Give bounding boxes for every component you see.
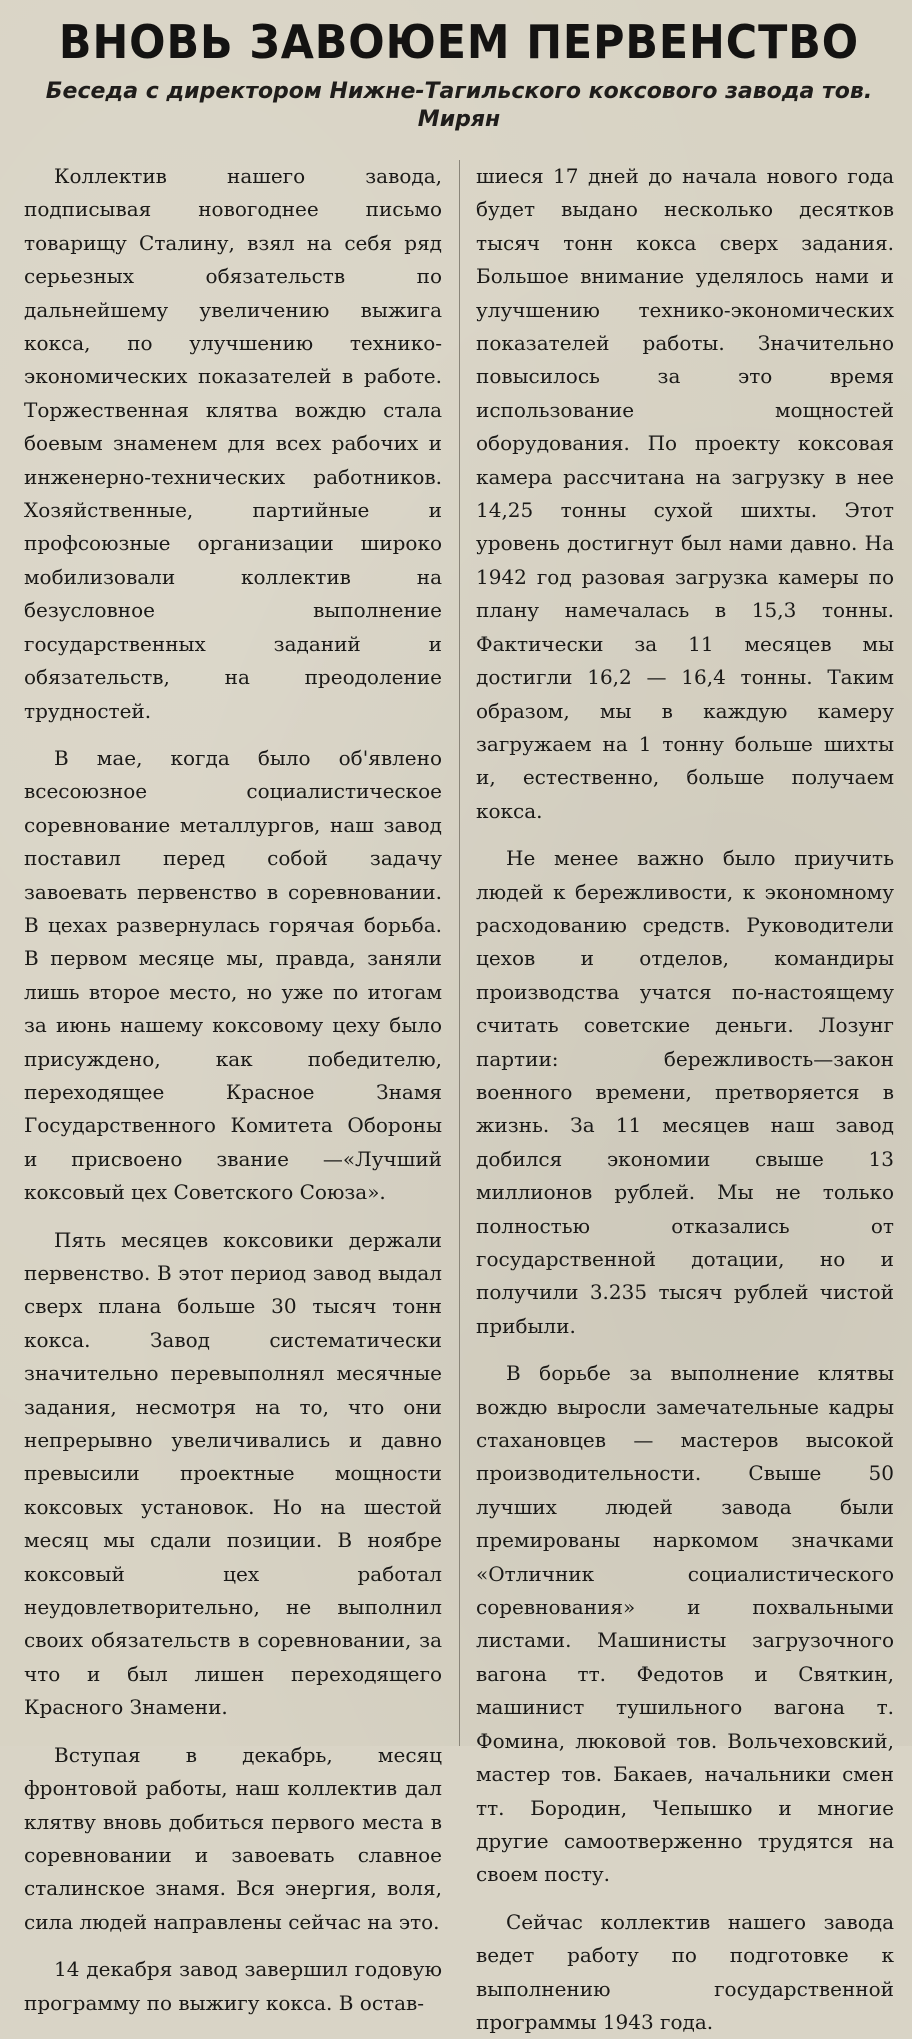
article-body	[24, 160, 894, 2034]
paragraph: Вступая в декабрь, месяц фронтовой работы, наш коллектив дал клятву вновь добиться первого места в соревновании и завоевать славное сталинское знамя. Вся энергия, воля, сила людей направлены сейчас на это.	[24, 1742, 442, 1934]
paragraph: В мае, когда было об'явлено всесоюзное социалистическое соревнование металлургов, наш завод поставил перед собой задачу завоевать первенство в соревновании. В цехах развернулась горячая борьба. В первом месяце мы, правда, заняли лишь второе место, но уже по итогам за июнь нашему коксовому цеху было присуждено, как победителю, переходящее Красное Знамя Государственного Комитета Обороны и присвоено звание —«Лучший коксовый цех Советского Союза».	[24, 745, 442, 1205]
paragraph: В борьбе за выполнение клятвы вождю выросли замечательные кадры стахановцев — мастеров высокой производительности. Свыше 50 лучших людей завода были премированы наркомом значками «Отличник социалистического соревнования» и похвальными листами. Машинисты загрузочного вагона тт. Федотов и Святкин, машинист тушильного вагона т. Фомина, люковой тов. Вольчеховский, мастер тов. Бакаев, начальники смен тт. Бородин, Чепышко и многие другие самоотверженно трудятся на своем посту.	[476, 1361, 894, 1887]
column-divider	[459, 160, 460, 1746]
paragraph: Сейчас коллектив нашего завода ведет работу по подготовке к выполнению государственной программы 1943 года.	[476, 1909, 894, 2034]
paragraph: Коллектив нашего завода, подписывая новогоднее письмо товарищу Сталину, взял на себя ряд серьезных обязательств по дальнейшему увеличению выжига кокса, по улучшению технико-экономических показателей в работе. Торжественная клятва вождю стала боевым знаменем для всех рабочих и инженерно-технических работников. Хозяйственные, партийные и профсоюзные организации широко мобилизовали коллектив на безусловное выполнение государственных заданий и обязательств, на преодоление трудностей.	[24, 164, 442, 723]
paragraph: Не менее важно было приучить людей к бережливости, к экономному расходованию средств. Руководители цехов и отделов, командиры производства учатся по-настоящему считать советские деньги. Лозунг партии: бережливость—закон военного времени, претворяется в жизнь. За 11 месяцев наш завод добился экономии свыше 13 миллионов рублей. Мы не только полностью отказались от государственной дотации, но и получили 3.235 тысяч рублей чистой прибыли.	[476, 846, 894, 1338]
article-headline: ВНОВЬ ЗАВОЮЕМ ПЕРВЕНСТВО	[58, 15, 860, 69]
article-column-right	[466, 160, 894, 2034]
paragraph: Пять месяцев коксовики держали первенство. В этот период завод выдал сверх плана больше 30 тысяч тонн кокса. Завод систематически значительно перевыполнял месячные задания, несмотря на то, что они непрерывно увеличивались и давно превысили проектные мощности коксовых установок. Но на шестой месяц мы сдали позиции. В ноябре коксовый цех работал неудовлетворительно, не выполнил своих обязательств в соревновании, за что и был лишен переходящего Красного Знамени.	[24, 1227, 442, 1720]
paragraph: 14 декабря завод завершил годовую программу по выжигу кокса. В остав-	[24, 1957, 442, 2015]
paragraph: шиеся 17 дней до начала нового года будет выдано несколько десятков тысяч тонн кокса сверх задания. Большое внимание уделялось нами и улучшению технико-экономических показателей работы. Значительно повысилось за это время использование мощностей оборудования. По проекту коксовая камера рассчитана на загрузку в нее 14,25 тонны сухой шихты. Этот уровень достигнут был нами давно. На 1942 год разовая загрузка камеры по плану намечалась в 15,3 тонны. Фактически за 11 месяцев мы достигли 16,2 — 16,4 тонны. Таким образом, мы в каждую камеру загружаем на 1 тонну больше шихты и, естественно, больше получаем кокса.	[476, 164, 894, 823]
article-column-left	[24, 160, 452, 2015]
article-subheadline: Беседа с директором Нижне-Тагильского коксового завода тов. Мирян	[45, 79, 873, 132]
